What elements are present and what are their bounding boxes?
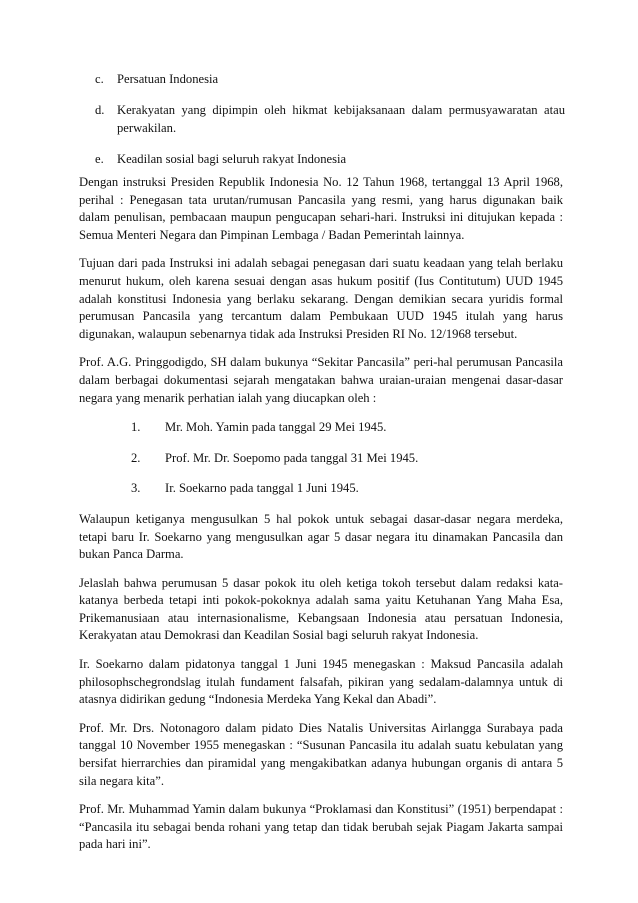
list-item [95, 150, 565, 169]
paragraph: Jelaslah bahwa perumusan 5 dasar pokok itu oleh ketiga tokoh tersebut dalam redaksi kata-katanya berbeda tetapi inti pokok-pokoknya adalah sama yaitu Ketuhanan Yang Maha Esa, Prikemanusiaan atau internasionalisme, Kebangsaan Indonesia atau persatuan Indonesia, Kerakyatan atau Demokrasi dan Keadilan Sosial bagi seluruh rakyat Indonesia. [79, 575, 563, 643]
paragraph: Prof. Mr. Muhammad Yamin dalam bukunya “Proklamasi dan Konstitusi” (1951) berpendapat : “Pancasila itu sebagai benda rohani yang tetap dan tidak berubah sejak Piagam Jakarta sampai pada hari ini”. [79, 802, 563, 852]
lettered-list [95, 70, 565, 180]
list-item-text: Persatuan Indonesia [117, 72, 219, 86]
list-marker: 3. [131, 481, 141, 496]
list-item-text: Mr. Moh. Yamin pada tanggal 29 Mei 1945. [165, 420, 387, 435]
list-item-text: Kerakyatan yang dipimpin oleh hikmat kebijaksanaan dalam permusyawaratan atau perwakilan. [117, 102, 565, 135]
list-item [79, 480, 563, 498]
list-marker: d. [95, 102, 105, 117]
list-marker: e. [95, 151, 104, 166]
list-marker: c. [95, 72, 104, 86]
list-marker: 1. [131, 420, 141, 435]
numbered-list [79, 419, 563, 498]
list-item [95, 101, 565, 138]
paragraph: Prof. Mr. Drs. Notonagoro dalam pidato Dies Natalis Universitas Airlangga Surabaya pada tanggal 10 November 1955 menegaskan : “Susunan Pancasila itu adalah suatu kebulatan yang bersifat hierrarchies dan piramidal yang mengakibatkan adanya hubungan organis di antara 5 sila negara kita”. [79, 720, 563, 788]
body-text [79, 174, 563, 865]
paragraph: Walaupun ketiganya mengusulkan 5 hal pokok untuk sebagai dasar-dasar negara merdeka, tetapi baru Ir. Soekarno yang mengusulkan agar 5 dasar negara itu dinamakan Pancasila dan bukan Panca Darma. [79, 511, 563, 562]
list-item [95, 70, 565, 89]
list-item-text: Prof. Mr. Dr. Soepomo pada tanggal 31 Mei 1945. [165, 450, 419, 465]
list-item-text: Ir. Soekarno pada tanggal 1 Juni 1945. [165, 481, 359, 496]
paragraph: Dengan instruksi Presiden Republik Indonesia No. 12 Tahun 1968, tertanggal 13 April 1968, perihal : Penegasan tata urutan/rumusan Pancasila yang resmi, yang harus digunakan baik dalam penulisan, pembacaan maupun pengucapan sehari-hari. Instruksi ini ditujukan kepada : Semua Menteri Negara dan Pimpinan Lembaga / Badan Pemerintah lainnya. [79, 175, 563, 242]
paragraph: Tujuan dari pada Instruksi ini adalah sebagai penegasan dari suatu keadaan yang telah berlaku menurut hukum, oleh karena sesuai dengan asas hukum positif (Ius Contitutum) UUD 1945 adalah konstitusi Indonesia yang berlaku sekarang. Dengan demikian secara yuridis formal perumusan Pancasila yang tercantum dalam Pembukaan UUD 1945 itulah yang harus digunakan, walaupun sebenarnya tidak ada Instruksi Presiden RI No. 12/1968 tersebut. [79, 256, 563, 341]
paragraph: Prof. A.G. Pringgodigdo, SH dalam bukunya “Sekitar Pancasila” peri-hal perumusan Pancasila dalam berbagai dokumentasi sejarah mengatakan bahwa uraian-uraian mengenai dasar-dasar negara yang menarik perhatian ialah yang diucapkan oleh : [79, 355, 563, 405]
list-item [79, 419, 563, 437]
list-item [79, 450, 563, 468]
list-item-text: Keadilan sosial bagi seluruh rakyat Indonesia [117, 151, 347, 166]
list-marker: 2. [131, 450, 141, 465]
paragraph: Ir. Soekarno dalam pidatonya tanggal 1 Juni 1945 menegaskan : Maksud Pancasila adalah philosophschegrondslag itulah fundament falsafah, pikiran yang sedalam-dalamnya untuk di atasnya didirikan gedung “Indonesia Merdeka Yang Kekal dan Abadi”. [79, 657, 563, 707]
